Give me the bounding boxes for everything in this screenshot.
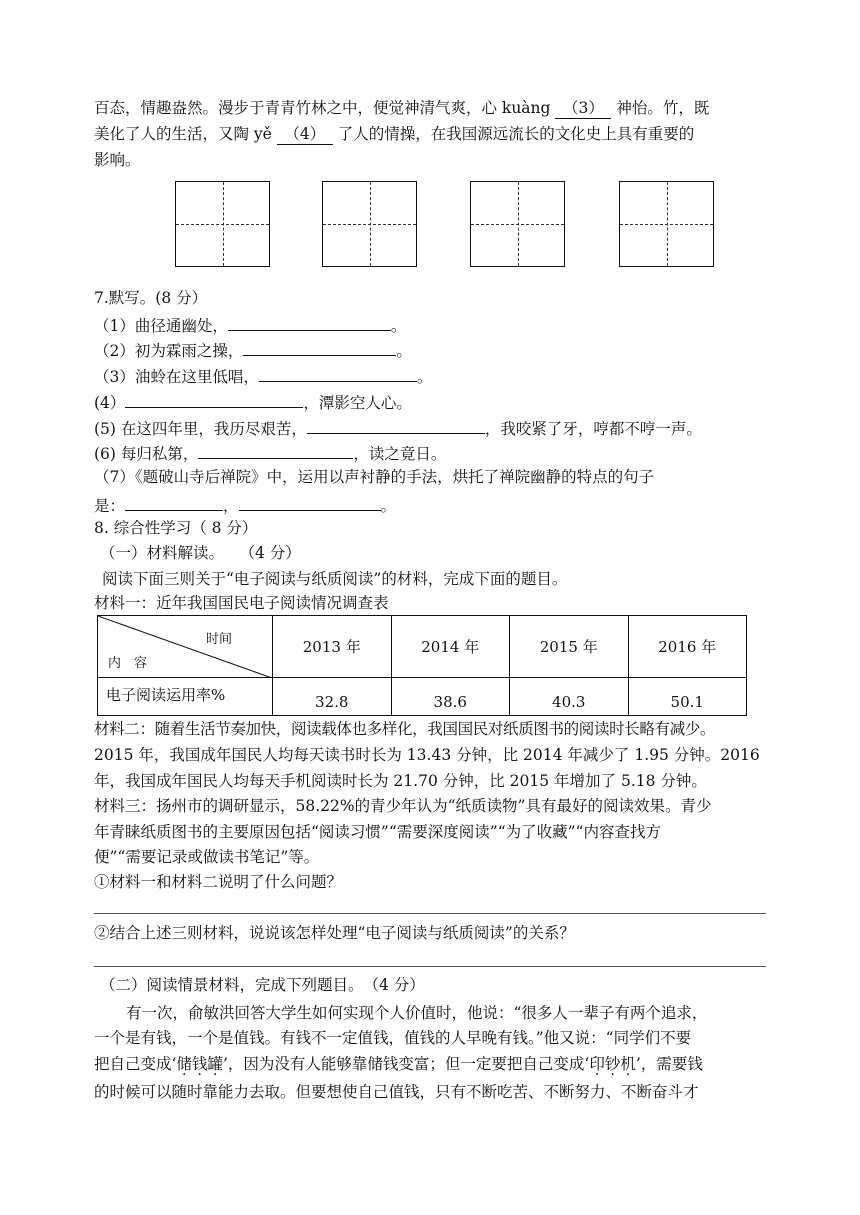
intro-text: 美化了人的生活，又陶 yě: [94, 125, 277, 143]
material-3-line-1: 材料三：扬州市的调研显示，58.22%的青少年认为“纸质读物”具有最好的阅读效果。青少: [94, 797, 712, 815]
intro-line-2: [94, 124, 694, 145]
value-cell: 38.6: [391, 678, 510, 716]
material-3-line-3: 便”“需要记录或做读书笔记”等。: [94, 848, 320, 866]
q7-item-7-answer: 是： ， 。: [94, 493, 396, 516]
q8-instruction: 阅读下面三则关于“电子阅读与纸质阅读”的材料，完成下面的题目。: [102, 570, 568, 588]
answer-blank[interactable]: [125, 390, 303, 408]
intro-text: 了人的情操，在我国源远流长的文化史上具有重要的: [332, 125, 695, 143]
intro-line-1: [94, 98, 709, 119]
value-cell: 40.3: [510, 678, 629, 716]
q7-item-4: (4） ，潭影空人心。: [94, 390, 412, 413]
writing-grid-2[interactable]: [322, 181, 417, 267]
corner-content-label: 内 容: [108, 656, 148, 671]
q7-item-7: （7）《题破山寺后禅院》中，运用以声衬静的手法，烘托了禅院幽静的特点的句子: [94, 468, 655, 486]
question-2: ②结合上述三则材料，说说该怎样处理“电子阅读与纸质阅读”的关系？: [94, 924, 575, 942]
intro-text: 神怡。竹，既: [611, 99, 710, 117]
answer-blank[interactable]: [243, 338, 396, 356]
material-2-line-3: 年，我国成年国民人均每天手机阅读时长为 21.70 分钟，比 2015 年增加了 5.18 分钟。: [94, 772, 707, 790]
table-header-row: [98, 616, 747, 678]
q7-item-6: (6) 每归私第， ，读之竟日。: [94, 441, 446, 464]
q8-part1-title: （一）材料解读。 （4 分）: [100, 544, 301, 562]
writing-grid-4[interactable]: [619, 181, 714, 267]
table-corner-cell: [98, 616, 273, 678]
passage-line-2: 一个是有钱，一个是值钱。有钱不一定值钱，值钱的人早晚有钱。”他又说：“同学们不要: [94, 1029, 692, 1047]
intro-text: 百态，情趣盎然。漫步于青青竹林之中，便觉神清气爽，心 kuàng: [94, 99, 556, 117]
passage-line-3: 把自己变成‘储钱罐’，因为没有人能够靠储钱变富；但一定要把自己变成‘印钞机’，需要钱: [94, 1055, 703, 1073]
year-header: 2014 年: [391, 616, 510, 678]
writing-grid-3[interactable]: [470, 181, 565, 267]
passage-line-4: 的时候可以随时靠能力去取。但要想使自己值钱，只有不断吃苦、不断努力、不断奋斗才: [94, 1083, 699, 1101]
value-cell: 32.8: [273, 678, 392, 716]
year-header: 2013 年: [273, 616, 392, 678]
material-2-line-1: 材料二：随着生活节奏加快，阅读载体也多样化，我国国民对纸质图书的阅读时长略有减少。: [94, 720, 716, 738]
answer-blank[interactable]: [307, 416, 485, 434]
row-label: 电子阅读运用率%: [98, 678, 273, 716]
q7-item-5: (5) 在这四年里，我历尽艰苦， ，我咬紧了牙，哼都不哼一声。: [94, 416, 702, 439]
material-2-line-2: 2015 年，我国成年国民人均每天读书时长为 13.43 分钟，比 2014 年减少了 1.95 分钟。2016: [94, 746, 760, 764]
table-row: [98, 678, 747, 716]
material-1-title: 材料一：近年我国国民电子阅读情况调查表: [94, 594, 389, 612]
q7-item-3: （3）油蛉在这里低唱， 。: [94, 364, 432, 387]
q7-item-1: （1）曲径通幽处， 。: [94, 313, 406, 336]
value-cell: 50.1: [628, 678, 747, 716]
answer-blank[interactable]: [198, 441, 353, 459]
writing-grid-1[interactable]: [175, 181, 270, 267]
q8-title: 8. 综合性学习（ 8 分）: [94, 519, 258, 537]
material-3-line-2: 年青睐纸质图书的主要原因包括“阅读习惯”“需要深度阅读”“为了收藏”“内容查找方: [94, 823, 661, 841]
passage-line-1: 有一次，俞敏洪回答大学生如何实现个人价值时，他说：“很多人一辈子有两个追求，: [126, 1004, 708, 1022]
blank-3: （3）: [555, 98, 611, 119]
dotted-term-piggy-bank: 储钱罐: [176, 1055, 223, 1073]
q8-part2-title: （二）阅读情景材料，完成下列题目。 （4 分）: [100, 976, 425, 994]
q7-title: 7.默写。(8 分）: [94, 289, 208, 307]
answer-blank[interactable]: [125, 493, 223, 511]
intro-line-3: 影响。: [94, 151, 141, 169]
question-1: ①材料一和材料二说明了什么问题？: [94, 873, 343, 891]
answer-line-1[interactable]: [94, 913, 766, 914]
answer-blank[interactable]: [239, 493, 381, 511]
year-header: 2016 年: [628, 616, 747, 678]
answer-blank[interactable]: [259, 364, 417, 382]
q7-item-2: （2）初为霖雨之操， 。: [94, 338, 412, 361]
answer-line-2[interactable]: [94, 966, 766, 967]
blank-4: （4）: [277, 124, 333, 145]
dotted-term-money-printer: 印钞机: [589, 1055, 636, 1073]
corner-time-label: 时间: [205, 632, 232, 647]
year-header: 2015 年: [510, 616, 629, 678]
answer-blank[interactable]: [228, 313, 391, 331]
survey-table: [97, 615, 747, 716]
